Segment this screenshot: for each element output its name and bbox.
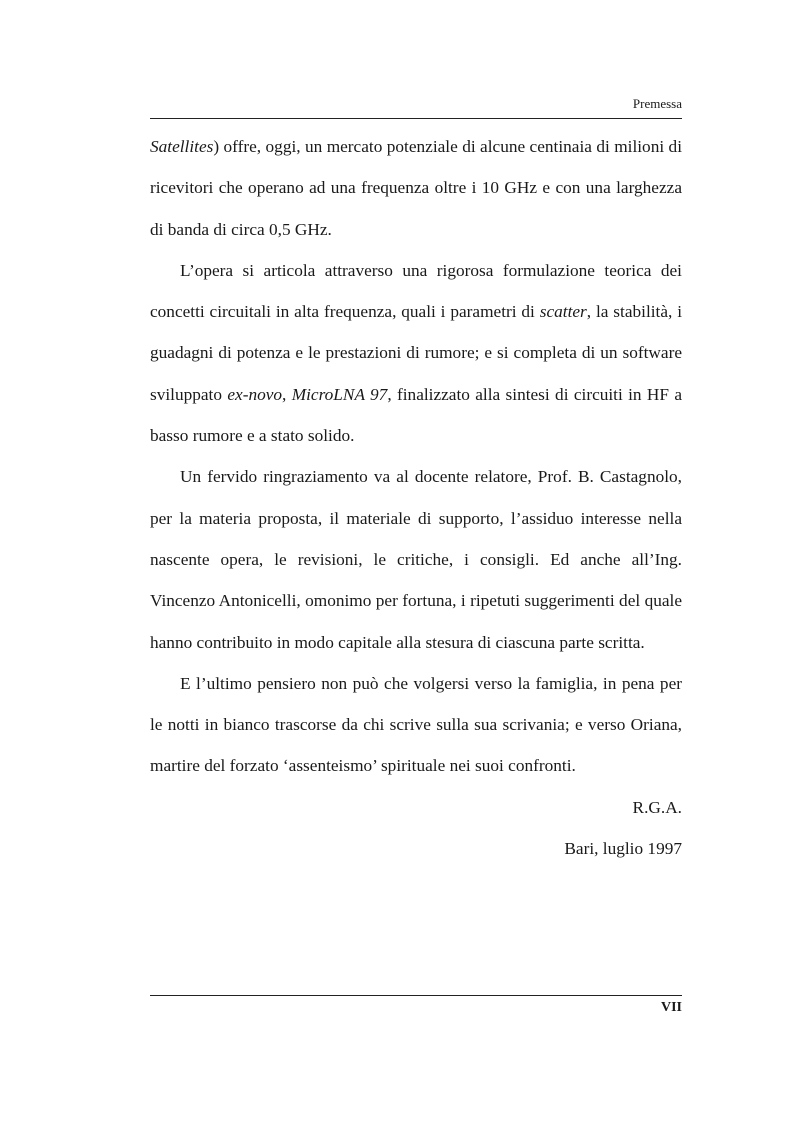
paragraph-4 [150,663,682,787]
text-segment: L’opera si articola attraverso una rigorosa formulazione teorica dei concetti circuitali in alta frequenza, quali i parametri di [150,260,682,322]
text-segment: E l’ultimo pensiero non può che volgersi verso la famiglia, in pena per le notti in bianco trascorse da chi scrive sulla sua scrivania; e verso Oriana, martire del forzato ‘assenteismo’ spirituale nei suoi confronti. [150,673,682,776]
header-rule [150,118,682,119]
paragraph-1 [150,126,682,250]
paragraph-2 [150,250,682,456]
text-segment: Satellites [150,137,214,156]
text-segment: ) offre, oggi, un mercato potenziale di alcune centinaia di milioni di ricevitori che operano ad una frequenza oltre i 10 GHz e con una larghezza di banda di circa 0,5 GHz. [150,137,682,239]
page-number: VII [660,1000,682,1015]
text-segment: ex-novo [227,384,283,404]
signature: R.G.A. [632,797,682,817]
body-text [150,126,682,869]
text-segment: scatter [539,302,587,322]
text-segment: , [282,384,292,404]
text-segment: Un fervido ringraziamento va al docente relatore, Prof. B. Castagnolo, per la materia proposta, il materiale di supporto, l’assiduo interesse nella nascente opera, le revisioni, le critiche, i consigli. Ed anche all’Ing. Vincenzo Antonicelli, omonimo per fortuna, i ripetuti suggerimenti del quale hanno contribuito in modo capitale alla stesura di ciascuna parte scritta. [150,467,682,652]
text-segment: MicroLNA 97 [291,384,388,404]
place-date: Bari, luglio 1997 [564,839,682,859]
text-segment: , finalizzato alla sintesi di circuiti in HF a basso rumore e a stato solido. [150,384,683,446]
text-segment: , la stabilità, i guadagni di potenza e le prestazioni di rumore; e si completa di un software sviluppato [150,302,683,404]
footer-rule [150,995,682,996]
paragraph-3 [150,456,682,662]
running-header: Premessa [632,96,682,111]
